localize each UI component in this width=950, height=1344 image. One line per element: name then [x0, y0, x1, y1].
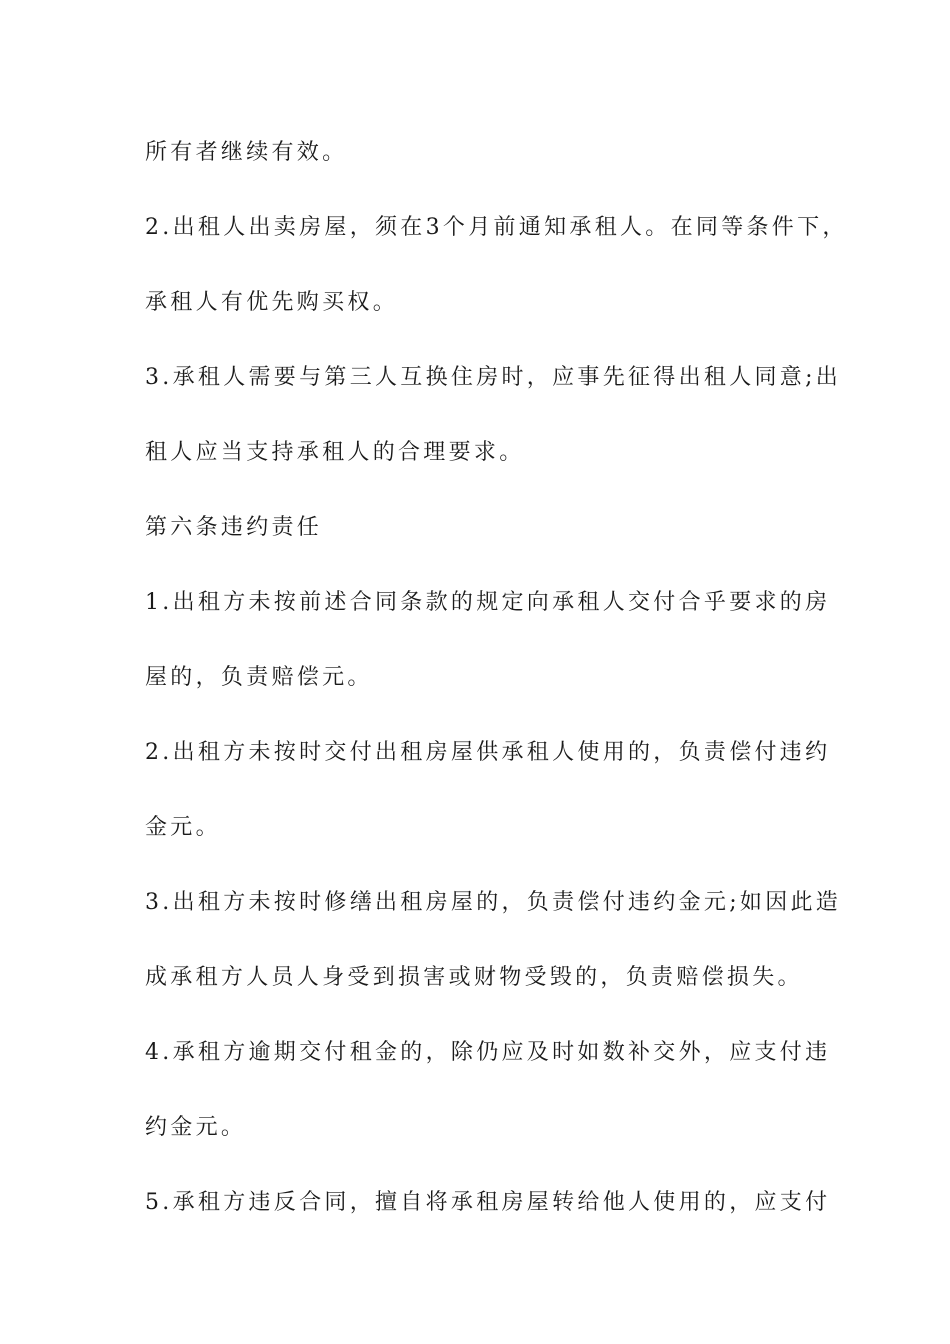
text-line: 2.出租方未按时交付出租房屋供承租人使用的，负责偿付违约: [145, 740, 831, 765]
text-line: 3.出租方未按时修缮出租房屋的，负责偿付违约金元;如因此造: [145, 890, 842, 915]
text-line: 所有者继续有效。: [145, 140, 348, 165]
text-line: 5.承租方违反合同，擅自将承租房屋转给他人使用的，应支付: [145, 1190, 831, 1215]
text-line: 屋的，负责赔偿元。: [145, 665, 373, 690]
text-line: 成承租方人员人身受到损害或财物受毁的，负责赔偿损失。: [145, 965, 803, 990]
text-line: 租人应当支持承租人的合理要求。: [145, 440, 525, 465]
section-heading: 第六条违约责任: [145, 515, 323, 540]
text-line: 2.出租人出卖房屋，须在3个月前通知承租人。在同等条件下，: [145, 215, 848, 240]
text-line: 承租人有优先购买权。: [145, 290, 399, 315]
text-line: 4.承租方逾期交付租金的，除仍应及时如数补交外，应支付违: [145, 1040, 831, 1065]
text-line: 1.出租方未按前述合同条款的规定向承租人交付合乎要求的房: [145, 590, 831, 615]
text-line: 金元。: [145, 815, 221, 840]
text-line: 3.承租人需要与第三人互换住房时，应事先征得出租人同意;出: [145, 365, 842, 390]
text-line: 约金元。: [145, 1115, 247, 1140]
